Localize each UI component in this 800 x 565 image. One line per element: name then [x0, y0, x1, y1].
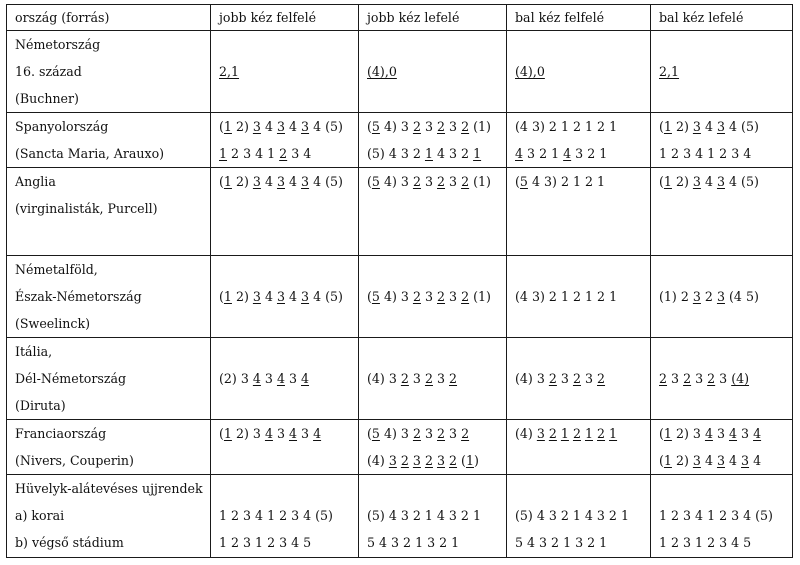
fingering-line	[219, 338, 358, 365]
fingering-line	[659, 85, 792, 112]
country-line: (Sancta Maria, Arauxo)	[15, 146, 165, 161]
fingering-line	[219, 31, 358, 58]
header-right-down: jobb kéz lefelé	[359, 5, 507, 31]
fingering-line	[367, 475, 506, 502]
fingering-line: 1 2 3 1 2 3 4 5	[219, 535, 312, 550]
fingering-cell-left-up	[507, 475, 651, 558]
fingering-line: 1 2 3 4 1 2 3 4	[219, 146, 312, 161]
fingering-cell-left-down	[651, 31, 793, 113]
country-line: Németország	[15, 37, 101, 52]
country-line: Anglia	[15, 174, 56, 189]
fingering-line: (1 2) 3 4 3 4 (5)	[659, 174, 759, 189]
country-line: (Buchner)	[15, 91, 79, 106]
country-line: Észak-Németország	[15, 289, 142, 304]
fingering-cell-left-down	[651, 256, 793, 338]
fingering-line: (4) 3 2 3 2 3 2	[367, 371, 458, 386]
fingering-cell-right-down	[359, 420, 507, 475]
fingering-line: (4 3) 2 1 2 1 2 1	[515, 289, 618, 304]
country-cell	[7, 31, 211, 113]
fingering-line: 1 2 3 4 1 2 3 4 (5)	[219, 508, 333, 523]
fingering-line: (1 2) 3 4 3 4 3 4 (5)	[219, 289, 343, 304]
country-line	[15, 222, 210, 249]
fingering-line	[659, 475, 792, 502]
fingering-line: 2 3 2 3 2 3 (4)	[659, 371, 750, 386]
fingering-line	[367, 85, 506, 112]
country-line: b) végső stádium	[15, 535, 124, 550]
country-line: (Nivers, Couperin)	[15, 453, 134, 468]
country-line: (Sweelinck)	[15, 316, 90, 331]
fingering-line	[515, 195, 650, 222]
country-line: Franciaország	[15, 426, 107, 441]
country-line: Németalföld,	[15, 262, 98, 277]
fingering-cell-left-down	[651, 168, 793, 256]
fingering-line	[219, 222, 358, 249]
fingering-cell-right-down	[359, 475, 507, 558]
fingering-line: (4),0	[367, 64, 397, 79]
fingering-cell-right-up	[211, 338, 359, 420]
fingering-line	[219, 85, 358, 112]
fingering-line	[219, 447, 358, 474]
table-row	[7, 168, 793, 256]
fingering-line: (5 4) 3 2 3 2 3 2 (1)	[367, 119, 491, 134]
fingering-line	[367, 195, 506, 222]
fingering-line: (5) 4 3 2 1 4 3 2 1	[367, 508, 481, 523]
fingering-line: (1 2) 3 4 3 4 3 4 (5)	[219, 119, 343, 134]
fingering-line: (4 3) 2 1 2 1 2 1	[515, 119, 618, 134]
fingering-table	[6, 4, 793, 558]
fingering-line	[515, 256, 650, 283]
fingering-line: (5) 4 3 2 1 4 3 2 1	[367, 146, 482, 161]
fingering-cell-left-up	[507, 338, 651, 420]
fingering-cell-left-up	[507, 420, 651, 475]
fingering-line	[219, 256, 358, 283]
table-row	[7, 420, 793, 475]
fingering-line	[515, 31, 650, 58]
header-left-down: bal kéz lefelé	[651, 5, 793, 31]
fingering-line: (1 2) 3 4 3 4 3 4	[219, 426, 322, 441]
fingering-line: 5 4 3 2 1 3 2 1	[515, 535, 608, 550]
fingering-line	[659, 338, 792, 365]
country-line: (virginalisták, Purcell)	[15, 201, 158, 216]
fingering-cell-right-down	[359, 31, 507, 113]
header-row	[7, 5, 793, 31]
country-line: Dél-Németország	[15, 371, 127, 386]
fingering-cell-right-up	[211, 31, 359, 113]
table-body	[7, 5, 793, 558]
fingering-line: 4 3 2 1 4 3 2 1	[515, 146, 608, 161]
fingering-cell-left-up	[507, 113, 651, 168]
country-line: Itália,	[15, 344, 53, 359]
fingering-line: (4),0	[515, 64, 545, 79]
fingering-line	[659, 392, 792, 419]
fingering-line	[659, 195, 792, 222]
fingering-line	[367, 31, 506, 58]
fingering-cell-right-up	[211, 420, 359, 475]
table-row	[7, 338, 793, 420]
fingering-line	[515, 447, 650, 474]
fingering-cell-right-down	[359, 113, 507, 168]
fingering-line	[659, 222, 792, 249]
fingering-line	[219, 195, 358, 222]
fingering-line	[367, 256, 506, 283]
fingering-line	[659, 256, 792, 283]
fingering-line: (5 4) 3 2 3 2 3 2 (1)	[367, 174, 491, 189]
fingering-line: 1 2 3 4 1 2 3 4	[659, 146, 752, 161]
fingering-line: (1 2) 3 4 3 4 3 4	[659, 453, 762, 468]
header-right-up: jobb kéz felfelé	[211, 5, 359, 31]
fingering-line	[367, 310, 506, 337]
fingering-line: (5 4) 3 2 3 2 3 2	[367, 426, 470, 441]
fingering-cell-left-up	[507, 256, 651, 338]
fingering-line	[515, 310, 650, 337]
fingering-line: (1) 2 3 2 3 (4 5)	[659, 289, 759, 304]
fingering-cell-left-up	[507, 168, 651, 256]
table-row	[7, 113, 793, 168]
fingering-line: 2,1	[659, 64, 680, 79]
fingering-line: 5 4 3 2 1 3 2 1	[367, 535, 460, 550]
country-line: 16. század	[15, 64, 82, 79]
fingering-cell-left-down	[651, 113, 793, 168]
fingering-line: (5) 4 3 2 1 4 3 2 1	[515, 508, 629, 523]
country-cell	[7, 168, 211, 256]
fingering-line: (2) 3 4 3 4 3 4	[219, 371, 310, 386]
fingering-line: (4) 3 2 3 2 3 2 (1)	[367, 453, 479, 468]
fingering-line	[219, 310, 358, 337]
fingering-line	[515, 475, 650, 502]
fingering-line	[219, 475, 358, 502]
fingering-cell-right-up	[211, 168, 359, 256]
fingering-line: 1 2 3 1 2 3 4 5	[659, 535, 752, 550]
fingering-cell-right-down	[359, 256, 507, 338]
country-cell	[7, 420, 211, 475]
fingering-line: 2,1	[219, 64, 240, 79]
fingering-line: (5 4 3) 2 1 2 1	[515, 174, 606, 189]
header-left-up: bal kéz felfelé	[507, 5, 651, 31]
fingering-cell-right-up	[211, 475, 359, 558]
fingering-line	[367, 338, 506, 365]
country-cell	[7, 475, 211, 558]
country-line: Spanyolország	[15, 119, 109, 134]
fingering-line	[659, 31, 792, 58]
fingering-line	[515, 392, 650, 419]
fingering-line: (4) 3 2 1 2 1 2 1	[515, 426, 618, 441]
fingering-cell-left-up	[507, 31, 651, 113]
fingering-line: (1 2) 3 4 3 4 3 4 (5)	[219, 174, 343, 189]
country-cell	[7, 113, 211, 168]
fingering-cell-right-down	[359, 338, 507, 420]
fingering-cell-right-down	[359, 168, 507, 256]
fingering-line	[515, 85, 650, 112]
fingering-line: (1 2) 3 4 3 4 3 4	[659, 426, 762, 441]
fingering-line: (5 4) 3 2 3 2 3 2 (1)	[367, 289, 491, 304]
fingering-line: 1 2 3 4 1 2 3 4 (5)	[659, 508, 773, 523]
fingering-line	[515, 338, 650, 365]
fingering-line	[659, 310, 792, 337]
fingering-cell-left-down	[651, 420, 793, 475]
header-country: ország (forrás)	[7, 5, 211, 31]
fingering-cell-right-up	[211, 256, 359, 338]
fingering-line	[219, 392, 358, 419]
table-row	[7, 475, 793, 558]
fingering-cell-left-down	[651, 338, 793, 420]
table-row	[7, 256, 793, 338]
fingering-line	[367, 222, 506, 249]
fingering-line	[367, 392, 506, 419]
country-cell	[7, 256, 211, 338]
country-line: a) korai	[15, 508, 65, 523]
fingering-cell-right-up	[211, 113, 359, 168]
country-cell	[7, 338, 211, 420]
fingering-cell-left-down	[651, 475, 793, 558]
country-line: (Diruta)	[15, 398, 66, 413]
fingering-line	[515, 222, 650, 249]
fingering-line: (1 2) 3 4 3 4 (5)	[659, 119, 759, 134]
table-row	[7, 31, 793, 113]
country-line: Hüvelyk-alátevéses ujjrendek	[15, 481, 203, 496]
fingering-line: (4) 3 2 3 2 3 2	[515, 371, 606, 386]
